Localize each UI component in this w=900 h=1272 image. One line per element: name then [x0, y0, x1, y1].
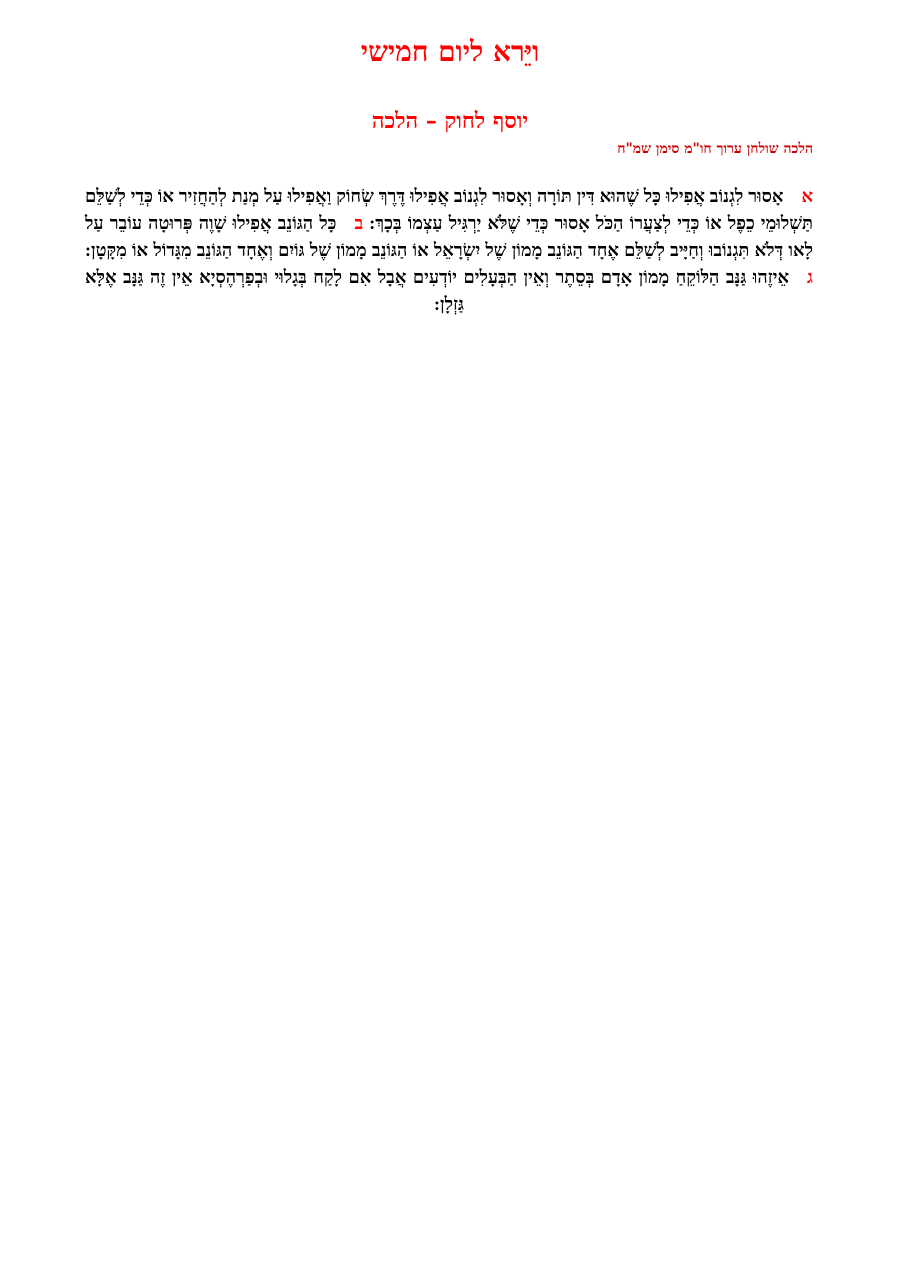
halacha-text-2: כָּל הַגּוֹנֵב אֲפִילוּ שָׁוֶה פְּרוּטָה עוֹבֵר עַל לָאו דְּלֹא תִּגְנוֹבוּ וְחַיָּיב לְשַׁלֵּם אֶחָד הַגּוֹנֵב מָמוֹן שֶׁל יִשְׂרָאֵל אוֹ הַגּוֹנֵב מָמוֹן שֶׁל גּוֹיִם וְאֶחָד הַגּוֹנֵב מִגָּדוֹל אוֹ מִקָּטָן:: [85, 213, 813, 260]
halacha-marker-3: ג: [807, 267, 813, 287]
page-title: ויֵּרא ליום חמישי: [360, 35, 540, 68]
halacha-marker-1: א: [801, 186, 813, 206]
halacha-text-3: אֵיזֶהוּ גַּנָּב הַלּוֹקֵחַ מָמוֹן אָדָם בְּסֵתֶר וְאֵין הַבְּעָלִים יוֹדְעִים אֲבָל אִם לָקַח בְּגָלוּי וּבְפַרְהֶסְיָא אֵין זֶה גַּנָּב אֶלָּא גַּזְלָן:: [85, 267, 790, 314]
halacha-marker-2: ב: [354, 213, 364, 233]
halacha-text-1: אָסוּר לִגְנוֹב אֲפִילוּ כָּל שֶׁהוּא דִּין תּוֹרָה וְאָסוּר לִגְנוֹב אֲפִילוּ דֶּרֶךְ שְׂחוֹק וַאֲפִילוּ עַל מְנַת לְהַחֲזִיר אוֹ כְּדֵי לְשַׁלֵּם תַּשְׁלוּמֵי כֵפֶל אוֹ כְּדֵי לְצַעֲרוֹ הַכֹּל אָסוּר כְּדֵי שֶׁלֹּא יַרְגִּיל עַצְמוֹ בְּכָךְ:: [85, 186, 813, 233]
source-reference: הלכה שולחן ערוך חו"מ סימן שמ"ח: [617, 141, 813, 157]
section-subtitle: יוסף לחוק – הלכה: [371, 108, 529, 134]
halacha-paragraph: [85, 183, 813, 318]
